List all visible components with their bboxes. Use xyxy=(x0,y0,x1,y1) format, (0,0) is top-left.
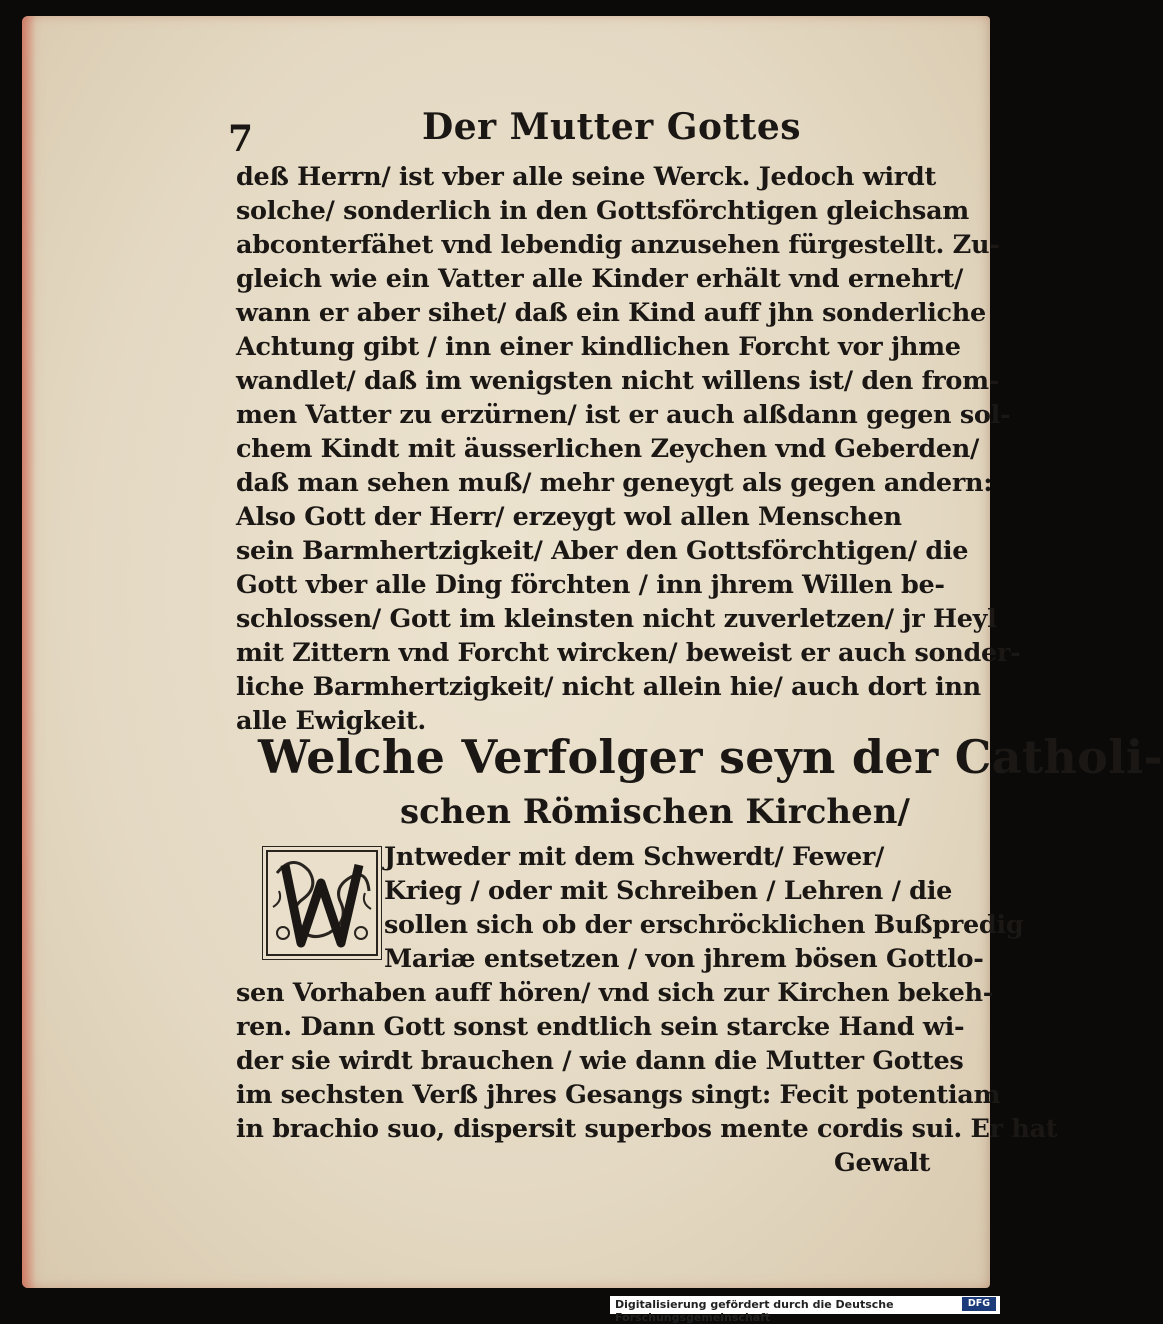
text-line: chem Kindt mit äusserlichen Zeychen vnd Geberden/ xyxy=(236,434,979,464)
text-line: Also Gott der Herr/ erzeygt wol allen Menschen xyxy=(236,502,902,532)
text-line: Gott vber alle Ding förchten / inn jhrem Willen be- xyxy=(236,570,945,600)
section-heading-line-2: schen Römischen Kirchen/ xyxy=(400,792,910,832)
text-line: wandlet/ daß im wenigsten nicht willens ist/ den from- xyxy=(236,366,1000,396)
text-line: men Vatter zu erzürnen/ ist er auch alßdann gegen sol- xyxy=(236,400,1011,430)
text-line: sen Vorhaben auff hören/ vnd sich zur Kirchen bekeh- xyxy=(236,978,994,1008)
text-line: abconterfähet vnd lebendig anzusehen fürgestellt. Zu- xyxy=(236,230,1000,260)
text-line: in brachio suo, dispersit superbos mente cordis sui. Er hat xyxy=(236,1114,1058,1144)
text-line: daß man sehen muß/ mehr geneygt als gegen andern: xyxy=(236,468,993,498)
page-number: 7 xyxy=(228,118,254,160)
text-line: schlossen/ Gott im kleinsten nicht zuverletzen/ jr Heyl xyxy=(236,604,997,634)
text-line: mit Zittern vnd Forcht wircken/ beweist er auch sonder- xyxy=(236,638,1021,668)
decorated-initial-w xyxy=(262,846,382,960)
text-line: im sechsten Verß jhres Gesangs singt: Fecit potentiam xyxy=(236,1080,1001,1110)
text-line: liche Barmhertzigkeit/ nicht allein hie/ auch dort inn xyxy=(236,672,981,702)
text-line: Mariæ entsetzen / von jhrem bösen Gottlo- xyxy=(384,944,984,974)
text-line: gleich wie ein Vatter alle Kinder erhält vnd ernehrt/ xyxy=(236,264,963,294)
section-heading-line-1: Welche Verfolger seyn der Catholi- xyxy=(258,730,1163,784)
text-line: der sie wirdt brauchen / wie dann die Mutter Gottes xyxy=(236,1046,964,1076)
text-line: solche/ sonderlich in den Gottsförchtigen gleichsam xyxy=(236,196,969,226)
text-line: Jntweder mit dem Schwerdt/ Fewer/ xyxy=(384,842,885,872)
text-line: ren. Dann Gott sonst endtlich sein starcke Hand wi- xyxy=(236,1012,965,1042)
text-line: Krieg / oder mit Schreiben / Lehren / die xyxy=(384,876,952,906)
text-line: alle Ewigkeit. xyxy=(236,706,426,736)
text-line: Achtung gibt / inn einer kindlichen Forcht vor jhme xyxy=(236,332,961,362)
text-line: sollen sich ob der erschröcklichen Bußpredig xyxy=(384,910,1024,940)
digitization-credit: Digitalisierung gefördert durch die Deutsche Forschungsgemeinschaft xyxy=(615,1298,894,1324)
running-title: Der Mutter Gottes xyxy=(422,106,801,148)
page-fold-shadow xyxy=(22,16,36,1288)
dfg-logo-icon: DFG xyxy=(962,1297,996,1311)
text-line: wann er aber sihet/ daß ein Kind auff jhn sonderliche xyxy=(236,298,986,328)
text-line: deß Herrn/ ist vber alle seine Werck. Jedoch wirdt xyxy=(236,162,936,192)
catchword: Gewalt xyxy=(834,1148,931,1178)
text-line: sein Barmhertzigkeit/ Aber den Gottsförchtigen/ die xyxy=(236,536,969,566)
